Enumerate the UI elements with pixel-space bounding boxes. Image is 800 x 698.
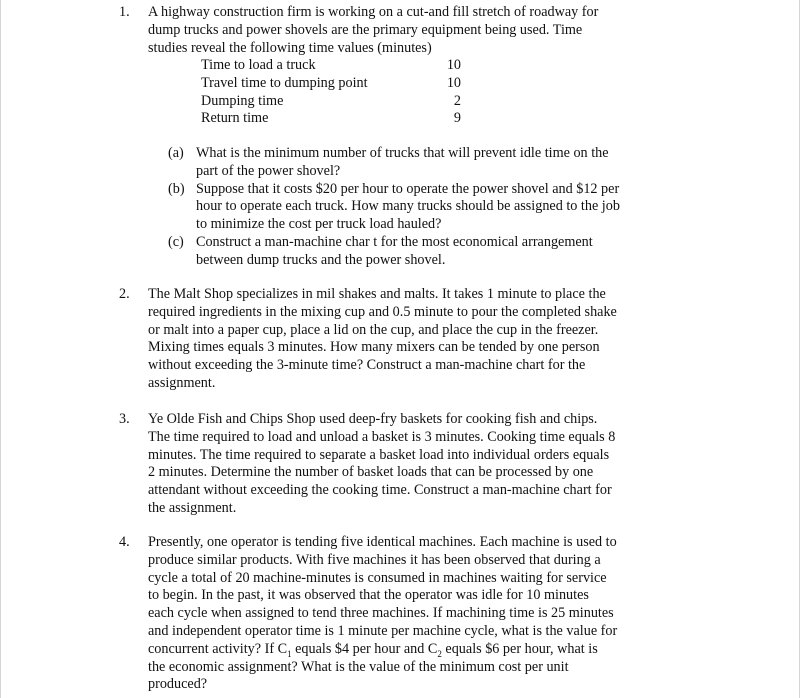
- time-values-table: [201, 57, 461, 128]
- text-line: 2 minutes. Determine the number of basket loads that can be processed by one: [148, 464, 594, 481]
- text-line: The Malt Shop specializes in mil shakes and malts. It takes 1 minute to place the: [148, 286, 606, 302]
- text-line: studies reveal the following time values (minutes): [148, 39, 432, 56]
- problem-text: [148, 286, 684, 393]
- time-row: [201, 93, 461, 111]
- time-row: [201, 75, 461, 93]
- problem-number: 1.: [119, 4, 130, 20]
- time-label: Return time: [201, 110, 269, 127]
- problem-text: [148, 411, 684, 518]
- text-line: produce similar products. With five machines it has been observed that during a: [148, 551, 601, 568]
- text-line: assignment.: [148, 374, 216, 391]
- time-label: Time to load a truck: [201, 57, 316, 73]
- time-row: [201, 57, 461, 75]
- text-line: Presently, one operator is tending five identical machines. Each machine is used to: [148, 534, 617, 550]
- subpart-label: (c): [168, 233, 184, 250]
- subpart-a: [168, 145, 684, 181]
- text-line: to minimize the cost per truck load hauled?: [196, 216, 442, 233]
- time-value: 2: [453, 92, 461, 109]
- time-value: 10: [446, 57, 461, 73]
- text-line: and independent operator time is 1 minute per machine cycle, what is the value for: [148, 622, 618, 639]
- time-label: Travel time to dumping point: [201, 74, 368, 91]
- text-line: cycle a total of 20 machine-minutes is consumed in machines waiting for service: [148, 569, 607, 586]
- text-line: part of the power shovel?: [196, 162, 341, 179]
- subpart-b: [168, 181, 684, 234]
- text-line: attendant without exceeding the cooking time. Construct a man-machine chart for: [148, 482, 612, 499]
- problem-number: 4.: [119, 534, 130, 550]
- text-fragment: equals $6 per hour, what is: [441, 640, 598, 657]
- text-line: minutes. The time required to separate a basket load into individual orders equals: [148, 446, 610, 463]
- text-line: each cycle when assigned to tend three machines. If machining time is 25 minutes: [148, 605, 614, 622]
- subpart-c: [168, 234, 684, 270]
- problem-number: 2.: [119, 286, 130, 302]
- text-line: Construct a man-machine char t for the most economical arrangement: [196, 233, 593, 250]
- text-line: the economic assignment? What is the value of the minimum cost per unit: [148, 658, 569, 675]
- text-line: Ye Olde Fish and Chips Shop used deep-fry baskets for cooking fish and chips.: [148, 411, 598, 427]
- text-fragment: concurrent activity? If C: [148, 640, 288, 657]
- text-line-with-subscripts: [148, 641, 684, 659]
- time-value: 9: [453, 110, 461, 127]
- text-line: Mixing times equals 3 minutes. How many mixers can be tended by one person: [148, 339, 600, 356]
- problem-text: [148, 534, 684, 694]
- subpart-label: (a): [168, 145, 184, 161]
- problem-number: 3.: [119, 411, 130, 427]
- subpart-label: (b): [168, 180, 185, 197]
- time-label: Dumping time: [201, 92, 284, 109]
- problem-text: [148, 4, 684, 268]
- subscript: 2: [437, 648, 442, 659]
- text-line: What is the minimum number of trucks that will prevent idle time on the: [196, 145, 609, 161]
- text-line: A highway construction firm is working on a cut-and fill stretch of roadway for: [148, 4, 599, 20]
- time-row: [201, 110, 461, 128]
- text-line: or malt into a paper cup, place a lid on the cup, and place the cup in the freezer.: [148, 321, 599, 338]
- text-line: required ingredients in the mixing cup and 0.5 minute to pour the completed shake: [148, 303, 617, 320]
- text-fragment: equals $4 per hour and C: [291, 640, 438, 657]
- subscript: 1: [287, 648, 292, 659]
- text-line: produced?: [148, 676, 208, 693]
- text-line: without exceeding the 3-minute time? Construct a man-machine chart for the: [148, 357, 586, 374]
- text-line: Suppose that it costs $20 per hour to operate the power shovel and $12 per: [196, 180, 620, 197]
- text-line: between dump trucks and the power shovel.: [196, 251, 446, 268]
- subparts-list: [168, 145, 684, 270]
- text-line: to begin. In the past, it was observed that the operator was idle for 10 minutes: [148, 587, 589, 604]
- text-line: hour to operate each truck. How many trucks should be assigned to the job: [196, 198, 620, 215]
- text-line: The time required to load and unload a basket is 3 minutes. Cooking time equals 8: [148, 428, 616, 445]
- text-line: the assignment.: [148, 499, 237, 516]
- time-value: 10: [446, 74, 461, 91]
- text-line: dump trucks and power shovels are the primary equipment being used. Time: [148, 21, 583, 38]
